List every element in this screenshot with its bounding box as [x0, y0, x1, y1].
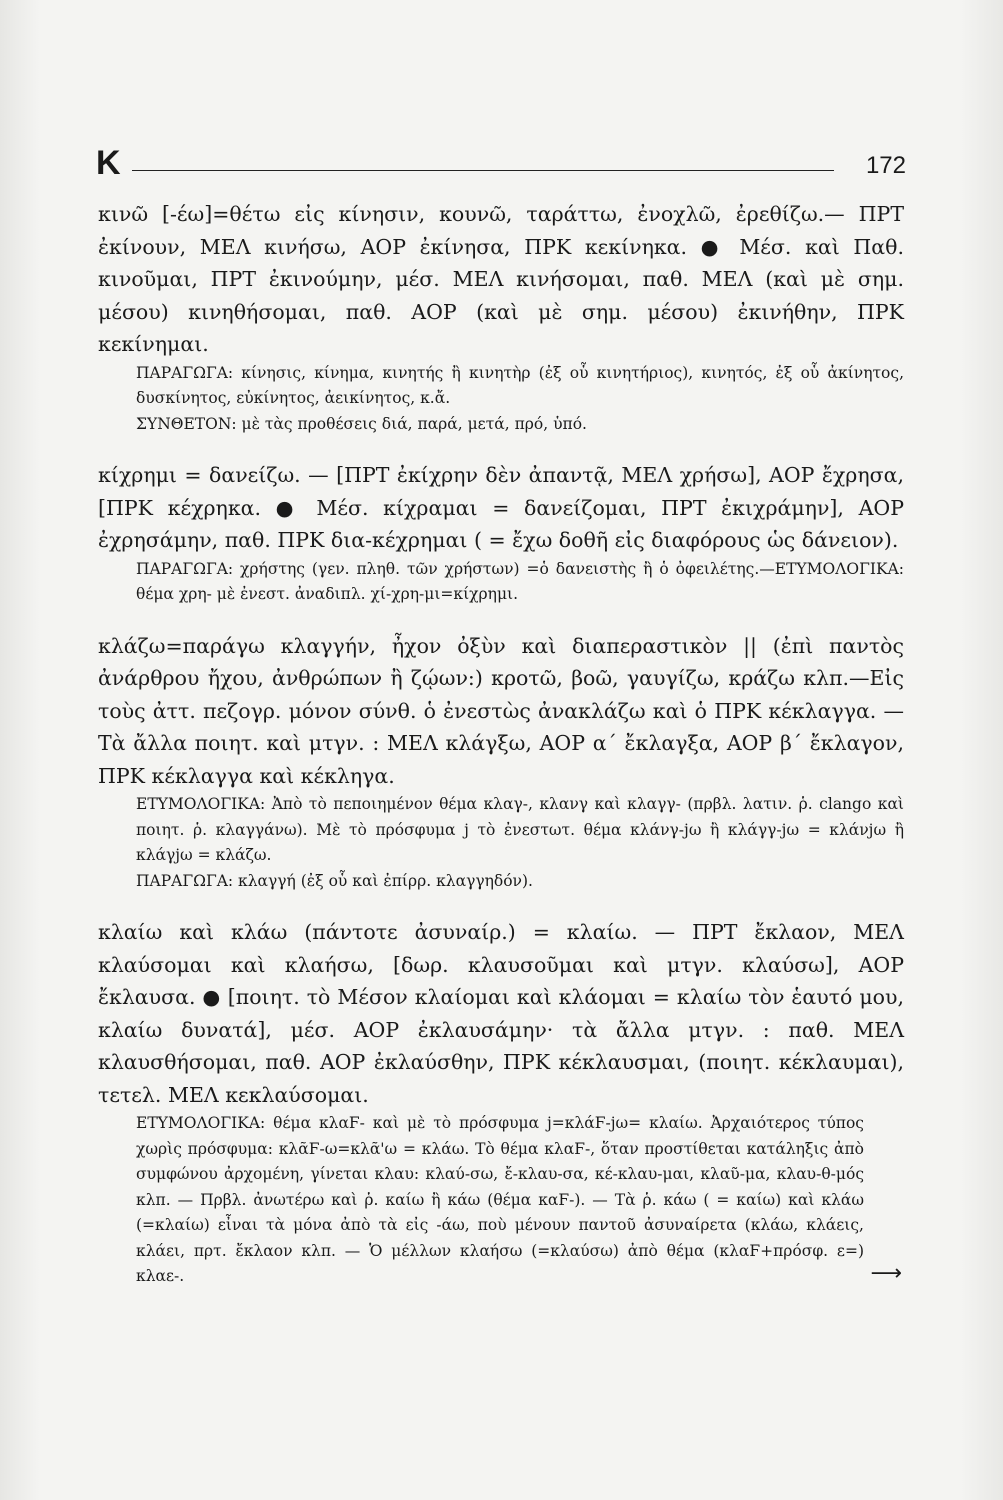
section-letter: K — [96, 144, 121, 182]
entry-note-etymologika: ΕΤΥΜΟΛΟΓΙΚΑ: Ἀπὸ τὸ πεποιημένον θέμα κλαγ-, κλανγ καὶ κλαγγ- (πρβλ. λατιν. ῥ. clango καὶ ποιητ. ῥ. κλαγγάνω). Μὲ τὸ πρόσφυμα j τὸ ἐνεστωτ. θέμα κλάνγ-jω ἢ κλάγγ-jω = κλάνjω ἢ κλάγjω = κλάζω. — [136, 795, 904, 864]
etymology-block — [98, 1111, 904, 1290]
entry-kichremi — [98, 459, 904, 608]
page-header — [96, 146, 906, 186]
entry-kino — [98, 198, 904, 437]
entry-note-etymologika: ΕΤΥΜΟΛΟΓΙΚΑ: θέμα κλαϜ- καὶ μὲ τὸ πρόσφυμα j=κλάϜ-jω= κλαίω. Ἀρχαιότερος τύπος χωρὶς πρόσφυμα: κλᾶϜ-ω=κλᾶ'ω = κλάω. Τὸ θέμα κλαϜ-, ὅταν προστίθεται κατάληξις ἀπὸ συμφώνου ἀρχομένη, γίνεται κλαυ: κλαύ-σω, ἔ-κλαυ-σα, κέ-κλαυ-μαι, κλαῦ-μα, κλαυ-θ-μός κλπ. — Πρβλ. ἀνωτέρω καὶ ῥ. καίω ἢ κάω (θέμα καϜ-). — Τὰ ῥ. κάω ( = καίω) καὶ κλάω (=κλαίω) εἶναι τὰ μόνα ἀπὸ τὰ εἰς -άω, ποὺ μένουν παντοῦ ἀσυναίρετα (κλάω, κλάεις, κλάει, πρτ. ἔκλαον κλπ. — Ὁ μέλλων κλαήσω (=κλαύσω) ἀπὸ θέμα (κλαϜ+πρόσφ. ε=) κλαε-. — [136, 1114, 864, 1285]
entry-note-paragoga: ΠΑΡΑΓΩΓΑ: κλαγγή (ἐξ οὗ καὶ ἐπίρρ. κλαγγηδόν). — [136, 871, 533, 890]
page-number: 172 — [865, 152, 906, 179]
entry-note-paragoga: ΠΑΡΑΓΩΓΑ: κίνησις, κίνημα, κινητής ἢ κινητὴρ (ἐξ οὗ κινητήριος), κινητός, ἐξ οὗ ἀκίνητος, δυσκίνητος, εὐκίνητος, ἀεικίνητος, κ.ἄ. — [136, 363, 904, 407]
entry-note-syntheton: ΣΥΝΘΕΤΟΝ: μὲ τὰς προθέσεις διά, παρά, μετά, πρό, ὑπό. — [136, 414, 587, 433]
dictionary-content — [98, 198, 904, 1312]
entry-text: κλάζω=παράγω κλαγγήν, ἦχον ὀξὺν καὶ διαπεραστικὸν || (ἐπὶ παντὸς ἀνάρθρου ἤχου, ἀνθρώπων ἢ ζῴων:) κροτῶ, βοῶ, γαυγίζω, κράζω κλπ.—Εἰς τοὺς ἀττ. πεζογρ. μόνον σύνθ. ὁ ἐνεστὼς ἀνακλάζω καὶ ὁ ΠΡΚ κέκλαγγα. — Τὰ ἄλλα ποιητ. καὶ μτγν. : ΜΕΛ κλάγξω, ΑΟΡ α΄ ἔκλαγξα, ΑΟΡ β΄ ἔκλαγον, ΠΡΚ κέκλαγγα καὶ κέκληγα. — [98, 633, 904, 788]
entry-klaio — [98, 916, 904, 1290]
header-rule — [132, 170, 834, 171]
continuation-arrow-icon: ⟶ — [870, 1260, 902, 1286]
entry-note-paragoga: ΠΑΡΑΓΩΓΑ: χρήστης (γεν. πληθ. τῶν χρήστων) =ὁ δανειστὴς ἢ ὁ ὀφειλέτης.—ΕΤΥΜΟΛΟΓΙΚΑ: θέμα χρη- μὲ ἐνεστ. ἀναδιπλ. χί-χρη-μι=κίχρημι. — [136, 559, 904, 603]
entry-text: κίχρημι = δανείζω. — [ΠΡΤ ἐκίχρην δὲν ἀπαντᾷ, ΜΕΛ χρήσω], ΑΟΡ ἔχρησα, [ΠΡΚ κέχρηκα. ● Μέσ. κίχραμαι = δανείζομαι, ΠΡΤ ἐκιχράμην], ΑΟΡ ἐχρησάμην, παθ. ΠΡΚ δια-κέχρημαι ( = ἔχω δοθῆ εἰς διαφόρους ὡς δάνειον). — [98, 463, 904, 552]
entry-klazo — [98, 630, 904, 895]
entry-text: κινῶ [-έω]=θέτω εἰς κίνησιν, κουνῶ, ταράττω, ἐνοχλῶ, ἐρεθίζω.— ΠΡΤ ἐκίνουν, ΜΕΛ κινήσω, ΑΟΡ ἐκίνησα, ΠΡΚ κεκίνηκα. ● Μέσ. καὶ Παθ. κινοῦμαι, ΠΡΤ ἐκινούμην, μέσ. ΜΕΛ κινήσομαι, παθ. ΜΕΛ (καὶ μὲ σημ. μέσου) κινηθήσομαι, παθ. ΑΟΡ (καὶ μὲ σημ. μέσου) ἐκινήθην, ΠΡΚ κεκίνημαι. — [98, 202, 904, 356]
entry-text: κλαίω καὶ κλάω (πάντοτε ἀσυναίρ.) = κλαίω. — ΠΡΤ ἔκλαον, ΜΕΛ κλαύσομαι καὶ κλαήσω, [δωρ. κλαυσοῦμαι καὶ μτγν. κλαύσω], ΑΟΡ ἔκλαυσα. ● [ποιητ. τὸ Μέσον κλαίομαι καὶ κλάομαι = κλαίω τὸν ἑαυτό μου, κλαίω δυνατά], μέσ. ΑΟΡ ἐκλαυσάμην· τὰ ἄλλα μτγν. : παθ. ΜΕΛ κλαυσθήσομαι, παθ. ΑΟΡ ἐκλαύσθην, ΠΡΚ κέκλαυσμαι, (ποιητ. κέκλαυμαι), τετελ. ΜΕΛ κεκλαύσομαι. — [98, 920, 904, 1107]
